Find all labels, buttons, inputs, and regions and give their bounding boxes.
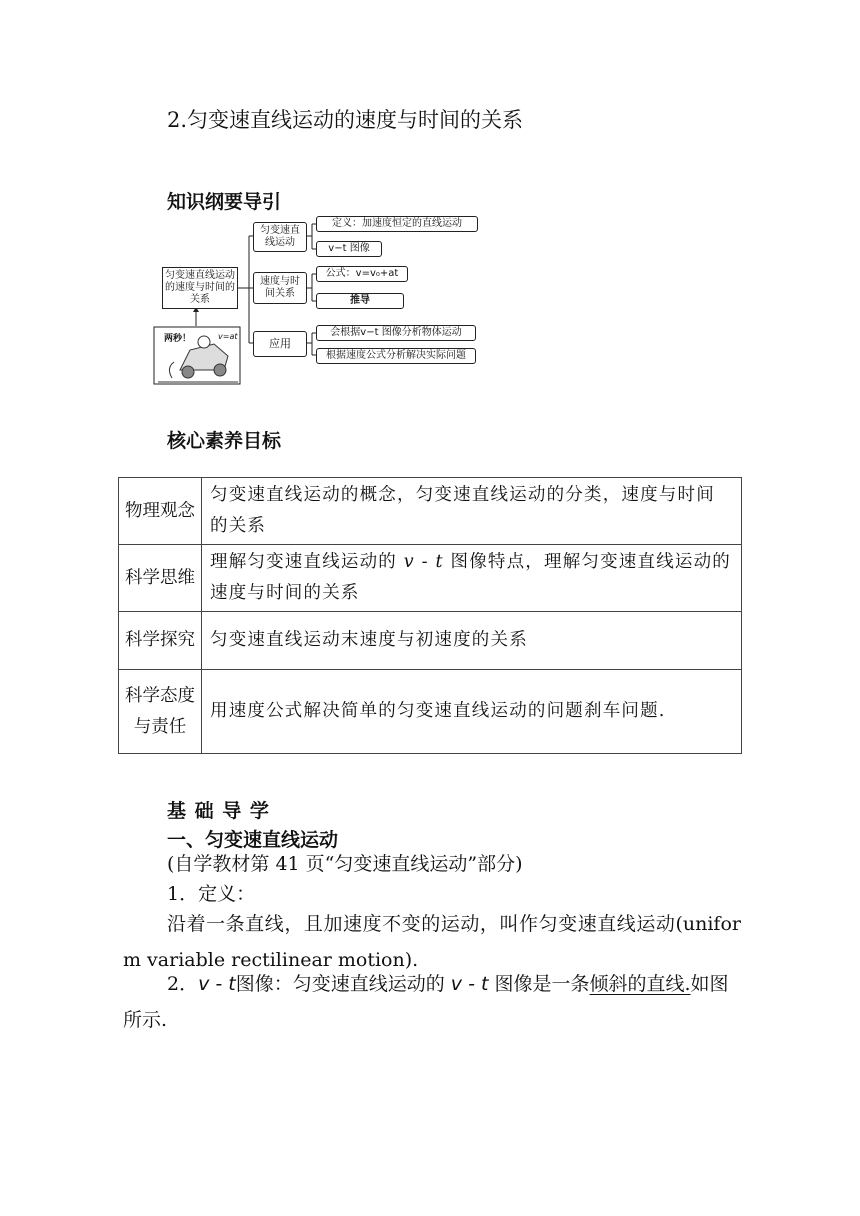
cartoon-caption: 两秒！: [164, 334, 192, 344]
table-key: 科学态度与责任: [119, 670, 202, 754]
self-study-note: (自学教材第 41 页“匀变速直线运动”部分): [167, 853, 523, 875]
table-key: 物理观念: [119, 478, 202, 545]
mindmap-item-formula: 公式：v=v₀+at: [316, 266, 408, 282]
vt-symbol: v - t: [198, 973, 236, 995]
sub-heading: 一、匀变速直线运动: [167, 829, 339, 851]
core-heading: 核心素养目标: [167, 430, 282, 452]
item2-text: 图像：匀变速直线运动的: [235, 973, 445, 995]
mindmap-item-derivation: 推导: [316, 293, 404, 309]
table-value: 匀变速直线运动末速度与初速度的关系: [202, 612, 742, 670]
cartoon-label: v=at: [218, 332, 238, 341]
mindmap-branch-velocity-time: 速度与时间关系: [253, 272, 307, 304]
table-key: 科学探究: [119, 612, 202, 670]
item2-prefix: 2．: [167, 973, 199, 995]
core-literacy-table: [118, 477, 742, 754]
section-title: 2.匀变速直线运动的速度与时间的关系: [167, 108, 524, 132]
table-row: [119, 670, 742, 754]
mindmap-item-analyze-graph: 会根据v−t 图像分析物体运动: [316, 325, 476, 341]
table-value: [202, 545, 742, 612]
table-row: [119, 478, 742, 545]
mindmap-item-solve-problems: 根据速度公式分析解决实际问题: [316, 348, 476, 364]
item2-paragraph: [123, 966, 741, 1038]
item1-definition: 沿着一条直线，且加速度不变的运动，叫作匀变速直线运动(uniform variable rectilinear motion).: [123, 913, 741, 971]
item1-label: 1．定义：: [167, 883, 256, 905]
item2-suffix: 如图所示.: [123, 973, 729, 1031]
table-value: 用速度公式解决简单的匀变速直线运动的问题刹车问题.: [202, 670, 742, 754]
basics-heading: 基 础 导 学: [167, 800, 270, 822]
table-value-text: 理解匀变速直线运动的 v - t 图像特点，理解匀变速直线运动的速度与时间的关系: [210, 552, 731, 603]
answer-underline: 倾斜的直线.: [589, 973, 691, 995]
table-row: [119, 545, 742, 612]
mindmap-item-vt-graph: v−t 图像: [316, 241, 382, 257]
outline-heading: 知识纲要导引: [167, 191, 282, 213]
item2-text: 图像是一条: [494, 973, 590, 995]
vt-symbol: v - t: [450, 973, 489, 995]
table-key: 科学思维: [119, 545, 202, 612]
mindmap-branch-uniform-motion: 匀变速直线运动: [253, 222, 307, 252]
mindmap-root: 匀变速直线运动的速度与时间的关系: [162, 267, 238, 309]
mindmap-branch-application: 应用: [253, 331, 307, 357]
table-value: 匀变速直线运动的概念，匀变速直线运动的分类，速度与时间的关系: [202, 478, 742, 545]
mindmap-item-definition: 定义：加速度恒定的直线运动: [316, 216, 478, 232]
table-row: [119, 612, 742, 670]
mindmap: [152, 210, 482, 388]
